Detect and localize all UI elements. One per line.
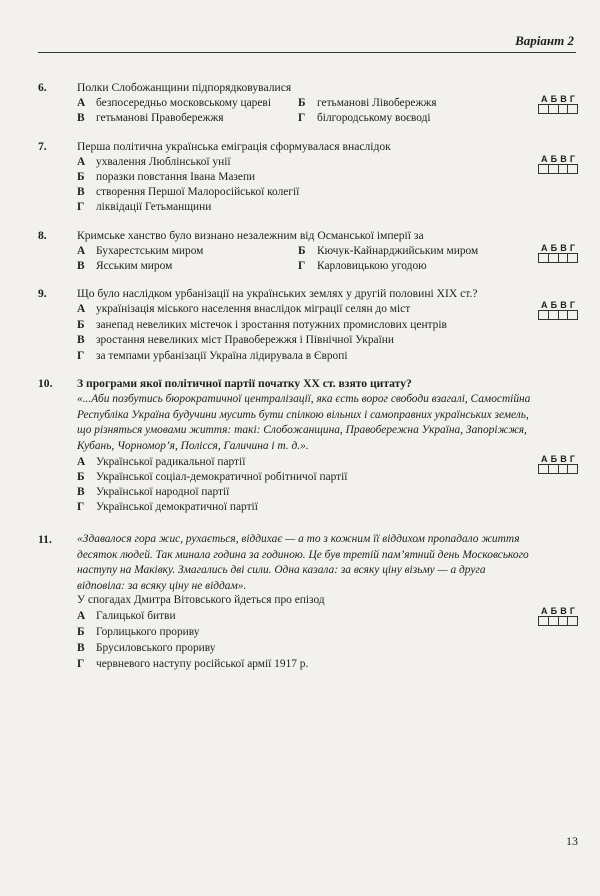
header-rule — [38, 52, 576, 53]
option-c: В гетьманові Правобережжя — [77, 112, 224, 124]
option-a: А ухвалення Люблінської унії — [77, 156, 231, 168]
option-a: А Української радикальної партії — [77, 456, 246, 468]
option-d: Г Карловицькою угодою — [298, 260, 427, 272]
answer-box-c[interactable] — [559, 165, 569, 173]
answer-grid[interactable]: А Б В Г — [538, 454, 578, 474]
answer-box-b[interactable] — [549, 617, 559, 625]
question-number: 9. — [38, 287, 47, 300]
option-b: Б гетьманові Лівобережжя — [298, 97, 437, 109]
answer-box-b[interactable] — [549, 105, 559, 113]
answer-grid[interactable]: А Б В Г — [538, 94, 578, 114]
answer-grid[interactable]: А Б В Г — [538, 606, 578, 626]
answer-box-a[interactable] — [539, 617, 549, 625]
answer-box-c[interactable] — [559, 465, 569, 473]
answer-box-c[interactable] — [559, 105, 569, 113]
quote-block: «Здавалося гора жис, рухається, віддихає — а то з кожним її віддихом пропадало життя десяток людей. Так минала година за годиною. Це був третій пам’ятний день Московського наступу на Маківку. Змагались дві сили. Одна казала: за всяку ціну візьму — а друга відповіла: за всяку ціну не віддам». — [77, 533, 529, 592]
option-d: Г ліквідації Гетьманщини — [77, 201, 212, 213]
answer-box-d[interactable] — [568, 105, 577, 113]
answer-box-d[interactable] — [568, 465, 577, 473]
answer-box-d[interactable] — [568, 311, 577, 319]
option-d: Г за темпами урбанізації Україна лідирувала в Європі — [77, 350, 348, 362]
question-text: Перша політична українська еміграція сформувалася внаслідок — [77, 140, 391, 153]
option-c: В зростання невеликих міст Правобережжя і Північної України — [77, 334, 394, 346]
answer-box-c[interactable] — [559, 254, 569, 262]
answer-box-a[interactable] — [539, 165, 549, 173]
answer-box-d[interactable] — [568, 617, 577, 625]
option-c: В Ясським миром — [77, 260, 173, 272]
option-d: Г Української демократичної партії — [77, 501, 258, 513]
option-a: А безпосередньо московському цареві — [77, 97, 271, 109]
answer-grid[interactable]: А Б В Г — [538, 154, 578, 174]
question-text: З програми якої політичної партії початку XX ст. взято цитату? — [77, 377, 412, 390]
question-number: 10. — [38, 377, 53, 390]
option-a: А українізація міського населення внаслідок міграції селян до міст — [77, 303, 411, 315]
question-number: 6. — [38, 81, 47, 94]
answer-box-c[interactable] — [559, 617, 569, 625]
option-c: В Брусиловського прориву — [77, 642, 216, 654]
answer-box-a[interactable] — [539, 105, 549, 113]
question-text: У спогадах Дмитра Вітовського йдеться про епізод — [77, 594, 325, 606]
question-text: Полки Слобожанщини підпорядковувалися — [77, 81, 292, 94]
answer-box-a[interactable] — [539, 254, 549, 262]
option-b: Б Горлицького прориву — [77, 626, 200, 638]
answer-box-c[interactable] — [559, 311, 569, 319]
option-c: В Української народної партії — [77, 486, 230, 498]
option-a: А Бухарестським миром — [77, 245, 204, 257]
answer-grid[interactable]: А Б В Г — [538, 300, 578, 320]
answer-box-b[interactable] — [549, 311, 559, 319]
option-b: Б занепад невеликих містечок і зростання потужних промислових центрів — [77, 319, 447, 331]
answer-box-a[interactable] — [539, 311, 549, 319]
answer-box-b[interactable] — [549, 165, 559, 173]
answer-box-b[interactable] — [549, 465, 559, 473]
option-b: Б Кючук-Кайнарджийським миром — [298, 245, 479, 257]
question-text: Що було наслідком урбанізації на українських землях у другій половині XIX ст.? — [77, 287, 478, 300]
page-number: 13 — [566, 834, 578, 848]
option-d: Г білгородському воєводі — [298, 112, 431, 124]
answer-box-a[interactable] — [539, 465, 549, 473]
option-b: Б поразки повстання Івана Мазепи — [77, 171, 256, 183]
answer-box-d[interactable] — [568, 165, 577, 173]
answer-grid[interactable]: А Б В Г — [538, 243, 578, 263]
answer-box-d[interactable] — [568, 254, 577, 262]
question-number: 11. — [38, 533, 52, 546]
option-c: В створення Першої Малоросійської колегії — [77, 186, 300, 198]
question-text: Кримське ханство було визнано незалежним від Османської імперії за — [77, 229, 424, 242]
option-b: Б Української соціал-демократичної робітничої партії — [77, 471, 348, 483]
answer-box-b[interactable] — [549, 254, 559, 262]
option-a: А Галицької битви — [77, 610, 176, 622]
variant-label: Варіант 2 — [515, 33, 574, 48]
question-number: 7. — [38, 140, 47, 153]
question-number: 8. — [38, 229, 47, 242]
option-d: Г червневого наступу російської армії 1917 р. — [77, 658, 309, 670]
quote-block: «...Аби позбутись бюрократичної централізації, яка єсть ворог свободи взагалі, Самостійна Республіка Україна будучини мусить бути спілкою вільних і самоправних українських земель, що різняться умовами життя: такі: Слобожанщина, Правобережна Україна, Запоріжжя, Кубань, Чорномор’я, Полісся, Галичина і т. д.». — [77, 393, 531, 452]
